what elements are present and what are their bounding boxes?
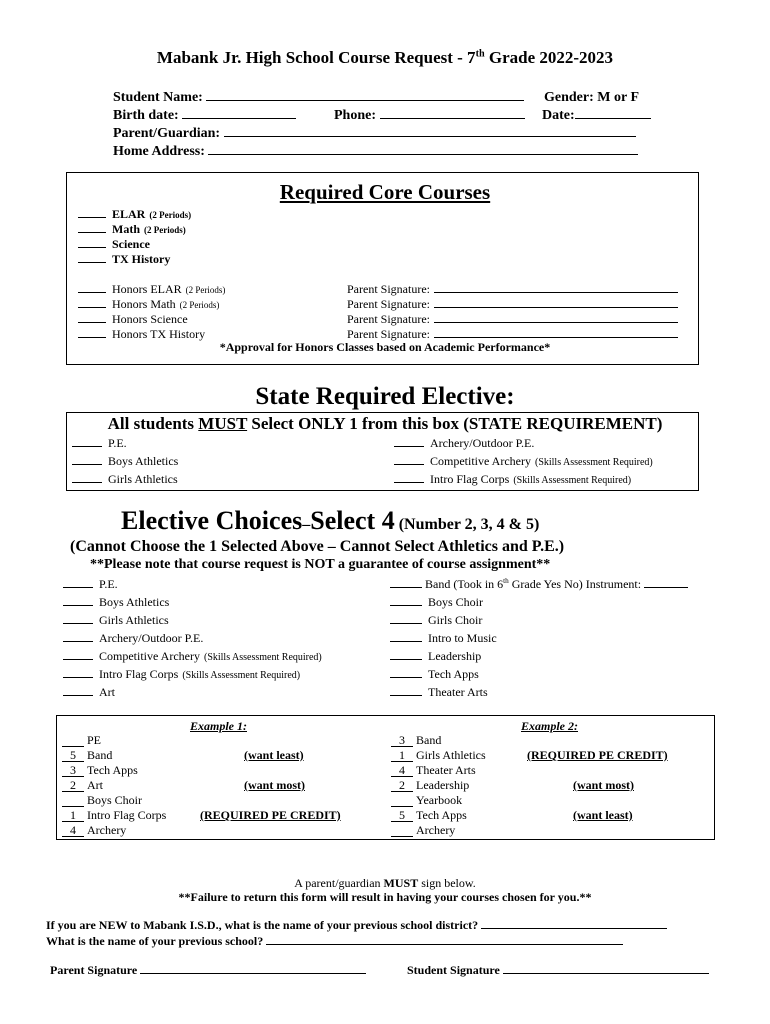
example-course: Tech Apps	[87, 763, 138, 777]
elective-right-label: Tech Apps	[428, 667, 479, 681]
example-course: Band	[416, 733, 442, 747]
checkbox-line[interactable]	[78, 306, 106, 308]
home-address-field[interactable]	[208, 153, 638, 155]
honors-parent-signature[interactable]	[347, 282, 678, 297]
elective-left-label: Archery/Outdoor P.E.	[99, 631, 204, 645]
elective-right-label: Theater Arts	[428, 685, 488, 699]
failure-note: **Failure to return this form will result in having your courses chosen for you.**	[178, 890, 592, 904]
student-signature-field[interactable]	[503, 972, 709, 974]
example-note: (want least)	[573, 808, 633, 822]
previous-district-row	[46, 918, 667, 933]
example-row	[391, 748, 486, 763]
birth-date-row	[113, 108, 296, 124]
parent-signature-field[interactable]	[434, 291, 678, 293]
example-rank: 5	[391, 809, 413, 822]
elective-title-select: Select 4	[310, 506, 395, 535]
date-field[interactable]	[575, 117, 651, 119]
state-elective-right-row[interactable]	[394, 454, 653, 469]
state-elective-right-label: Intro Flag Corps	[430, 472, 510, 486]
parent-must-sign-note	[0, 876, 770, 891]
checkbox-line[interactable]	[63, 622, 93, 624]
phone-row	[334, 108, 525, 124]
example-row	[391, 793, 462, 808]
example-note: (REQUIRED PE CREDIT)	[200, 808, 341, 822]
parent-signature-field[interactable]	[140, 972, 366, 974]
state-elective-right-note: (Skills Assessment Required)	[513, 475, 632, 486]
checkbox-line[interactable]	[63, 586, 93, 588]
honors-parent-signature[interactable]	[347, 297, 678, 312]
date-label: Date:	[542, 108, 575, 123]
elective-right-row[interactable]	[390, 685, 488, 700]
parent-guardian-label: Parent/Guardian:	[113, 126, 221, 141]
example-rank: 4	[391, 764, 413, 777]
elective-left-row[interactable]	[63, 649, 322, 664]
elective-left-row[interactable]	[63, 577, 118, 592]
band-sup: th	[503, 577, 509, 585]
page-title	[0, 48, 770, 68]
checkbox-line[interactable]	[78, 321, 106, 323]
parent-signature-label: Parent Signature:	[347, 297, 430, 311]
example-row	[391, 808, 467, 823]
state-elective-left-row[interactable]	[72, 454, 178, 469]
date-row	[542, 108, 651, 124]
home-address-label: Home Address:	[113, 144, 205, 159]
example-course: Art	[87, 778, 103, 792]
core-course-label: Math	[112, 222, 140, 236]
elective-left-row[interactable]	[63, 613, 169, 628]
example-course: Yearbook	[416, 793, 463, 807]
elective-left-label: Boys Athletics	[99, 595, 170, 609]
example-row	[391, 823, 455, 838]
checkbox-line[interactable]	[63, 694, 93, 696]
example-rank: 3	[62, 764, 84, 777]
elective-title-paren: (Number 2, 3, 4 & 5)	[394, 516, 540, 533]
student-name-label: Student Name:	[113, 90, 203, 105]
example-rank: 5	[62, 749, 84, 762]
honors-course-row[interactable]	[78, 297, 219, 312]
example-course: Boys Choir	[87, 793, 143, 807]
example-1-title: Example 1:	[190, 719, 247, 733]
core-course-note: (2 Periods)	[144, 225, 186, 235]
previous-school-field[interactable]	[266, 943, 623, 945]
elective-left-note: (Skills Assessment Required)	[182, 670, 301, 681]
checkbox-line[interactable]	[390, 676, 422, 678]
example-rank: 2	[391, 779, 413, 792]
elective-left-row[interactable]	[63, 595, 169, 610]
core-course-row[interactable]	[78, 237, 150, 252]
elective-left-row[interactable]	[63, 667, 300, 682]
elective-title-dash: –	[302, 516, 311, 533]
honors-course-row[interactable]	[78, 312, 188, 327]
example-row	[62, 808, 166, 823]
example-row	[391, 733, 441, 748]
elective-left-note: (Skills Assessment Required)	[203, 652, 322, 663]
parent-signature-field[interactable]	[434, 336, 678, 338]
parent-guardian-row	[113, 126, 636, 142]
example-course: Intro Flag Corps	[87, 808, 167, 822]
checkbox-line[interactable]	[390, 658, 422, 660]
elective-right-row[interactable]	[390, 595, 483, 610]
parent-signature-label: Parent Signature:	[347, 282, 430, 296]
elective-right-label: Leadership	[428, 649, 482, 663]
state-elective-right-row[interactable]	[394, 472, 631, 487]
elective-title-main: Elective Choices	[121, 506, 303, 535]
elective-right-row[interactable]	[390, 667, 479, 682]
band-suffix: Grade Yes No) Instrument:	[508, 577, 642, 591]
parent-signature-field[interactable]	[434, 321, 678, 323]
example-2-title: Example 2:	[521, 719, 578, 733]
elective-left-label: Girls Athletics	[99, 613, 169, 627]
title-sup: th	[475, 48, 485, 60]
example-course: Tech Apps	[416, 808, 467, 822]
elective-right-row[interactable]	[390, 613, 482, 628]
birth-date-label: Birth date:	[113, 108, 179, 123]
state-elective-right-label: Archery/Outdoor P.E.	[430, 436, 535, 450]
state-elective-left-row[interactable]	[72, 472, 178, 487]
example-row	[62, 793, 142, 808]
checkbox-line[interactable]	[394, 445, 424, 447]
elective-right-row[interactable]	[390, 631, 497, 646]
title-suffix: Grade 2022-2023	[484, 48, 614, 67]
band-instrument-field[interactable]	[644, 586, 688, 588]
checkbox-line[interactable]	[78, 336, 106, 338]
core-course-row[interactable]	[78, 222, 186, 237]
example-rank: 1	[62, 809, 84, 822]
student-name-row	[113, 90, 524, 106]
core-course-row[interactable]	[78, 207, 191, 222]
parent-signature-label: Parent Signature:	[347, 327, 430, 341]
core-course-label: TX History	[112, 252, 171, 266]
example-note: (want most)	[244, 778, 305, 792]
elective-left-label: Intro Flag Corps	[99, 667, 179, 681]
checkbox-line[interactable]	[390, 604, 422, 606]
example-row	[391, 763, 476, 778]
elective-band-row[interactable]	[390, 577, 688, 592]
example-row	[62, 778, 103, 793]
parent-guardian-field[interactable]	[224, 135, 636, 137]
example-note: (REQUIRED PE CREDIT)	[527, 748, 668, 762]
core-course-label: Science	[112, 237, 150, 251]
student-signature-row	[407, 963, 709, 978]
elective-guarantee-note: **Please note that course request is NOT a guarantee of course assignment**	[90, 557, 551, 572]
must-prefix: A parent/guardian	[294, 876, 384, 890]
checkbox-line[interactable]	[78, 216, 106, 218]
honors-parent-signature[interactable]	[347, 312, 678, 327]
example-row	[62, 748, 112, 763]
honors-course-note: (2 Periods)	[179, 300, 220, 310]
example-rank: 3	[391, 734, 413, 747]
elective-cannot-note: (Cannot Choose the 1 Selected Above – Cannot Select Athletics and P.E.)	[70, 538, 565, 555]
home-address-row	[113, 144, 638, 160]
honors-course-label: Honors Science	[112, 312, 188, 326]
example-row	[391, 778, 469, 793]
parent-signature-field[interactable]	[434, 306, 678, 308]
checkbox-line[interactable]	[63, 604, 93, 606]
honors-course-label: Honors Math	[112, 297, 176, 311]
state-elective-right-row[interactable]	[394, 436, 534, 451]
honors-course-row[interactable]	[78, 282, 225, 297]
checkbox-line[interactable]	[78, 231, 106, 233]
checkbox-line[interactable]	[78, 291, 106, 293]
checkbox-line[interactable]	[390, 694, 422, 696]
elective-right-label: Boys Choir	[428, 595, 484, 609]
honors-approval-note: *Approval for Honors Classes based on Academic Performance*	[219, 340, 551, 354]
core-course-note: (2 Periods)	[149, 210, 192, 220]
elective-right-row[interactable]	[390, 649, 481, 664]
elective-right-label: Girls Choir	[428, 613, 483, 627]
phone-field[interactable]	[380, 117, 525, 119]
state-elective-title: State Required Elective:	[255, 383, 515, 410]
elective-left-label: Art	[99, 685, 115, 699]
example-course: Band	[87, 748, 113, 762]
checkbox-line[interactable]	[72, 445, 102, 447]
elective-right-label: Intro to Music	[428, 631, 497, 645]
state-elective-left-label: Girls Athletics	[108, 472, 178, 486]
example-note: (want least)	[244, 748, 304, 762]
subtitle-suffix: Select ONLY 1 from this box (STATE REQUIREMENT)	[247, 414, 663, 433]
student-name-field[interactable]	[206, 99, 524, 101]
state-elective-right-label: Competitive Archery	[430, 454, 531, 468]
previous-school-row	[46, 934, 623, 949]
subtitle-must: MUST	[198, 414, 248, 433]
honors-course-label: Honors TX History	[112, 327, 206, 341]
state-elective-left-label: Boys Athletics	[108, 454, 179, 468]
checkbox-line-band[interactable]	[390, 586, 422, 588]
birth-date-field[interactable]	[182, 117, 296, 119]
example-rank	[62, 794, 84, 807]
must-word: MUST	[383, 876, 419, 890]
subtitle-prefix: All students	[107, 414, 199, 433]
checkbox-line[interactable]	[78, 261, 106, 263]
example-course: Archery	[87, 823, 127, 837]
state-elective-left-label: P.E.	[108, 436, 127, 450]
checkbox-line[interactable]	[394, 481, 424, 483]
elective-left-row[interactable]	[63, 631, 203, 646]
elective-choices-title	[121, 506, 539, 536]
example-row	[62, 763, 138, 778]
example-rank	[391, 824, 413, 837]
parent-signature-row	[50, 963, 366, 978]
checkbox-line[interactable]	[394, 463, 424, 465]
previous-school-label: What is the name of your previous school?	[46, 934, 264, 948]
example-rank: 1	[391, 749, 413, 762]
parent-signature-label: Parent Signature:	[347, 312, 430, 326]
example-rank: 2	[62, 779, 84, 792]
core-course-row[interactable]	[78, 252, 170, 267]
example-rank: 4	[62, 824, 84, 837]
example-row	[62, 823, 126, 838]
example-rank	[62, 734, 84, 747]
checkbox-line[interactable]	[390, 640, 422, 642]
core-course-label: ELAR	[112, 207, 146, 221]
honors-course-note: (2 Periods)	[185, 285, 226, 295]
checkbox-line[interactable]	[72, 481, 102, 483]
title-prefix: Mabank Jr. High School Course Request - 7	[156, 48, 476, 67]
previous-district-field[interactable]	[481, 927, 667, 929]
must-suffix: sign below.	[418, 876, 476, 890]
example-course: Theater Arts	[416, 763, 476, 777]
checkbox-line[interactable]	[390, 622, 422, 624]
checkbox-line[interactable]	[63, 640, 93, 642]
checkbox-line[interactable]	[63, 658, 93, 660]
elective-left-label: Competitive Archery	[99, 649, 200, 663]
gender-label[interactable]: Gender: M or F	[544, 90, 639, 105]
state-elective-subtitle	[0, 414, 770, 434]
example-course: Leadership	[416, 778, 470, 792]
elective-left-label: P.E.	[99, 577, 118, 591]
state-elective-right-note: (Skills Assessment Required)	[534, 457, 653, 468]
band-prefix: Band (Took in 6	[425, 577, 504, 591]
example-row	[62, 733, 101, 748]
core-courses-title: Required Core Courses	[279, 180, 491, 204]
example-note: (want most)	[573, 778, 634, 792]
honors-course-label: Honors ELAR	[112, 282, 182, 296]
state-elective-left-row[interactable]	[72, 436, 127, 451]
phone-label: Phone:	[334, 108, 376, 123]
checkbox-line[interactable]	[78, 246, 106, 248]
example-course: Girls Athletics	[416, 748, 486, 762]
example-course: Archery	[416, 823, 456, 837]
checkbox-line[interactable]	[72, 463, 102, 465]
student-signature-label: Student Signature	[407, 963, 500, 977]
checkbox-line[interactable]	[63, 676, 93, 678]
parent-signature-label: Parent Signature	[50, 963, 138, 977]
elective-left-row[interactable]	[63, 685, 115, 700]
previous-district-label: If you are NEW to Mabank I.S.D., what is the name of your previous school district?	[46, 918, 479, 932]
example-course: PE	[87, 733, 102, 747]
example-rank	[391, 794, 413, 807]
